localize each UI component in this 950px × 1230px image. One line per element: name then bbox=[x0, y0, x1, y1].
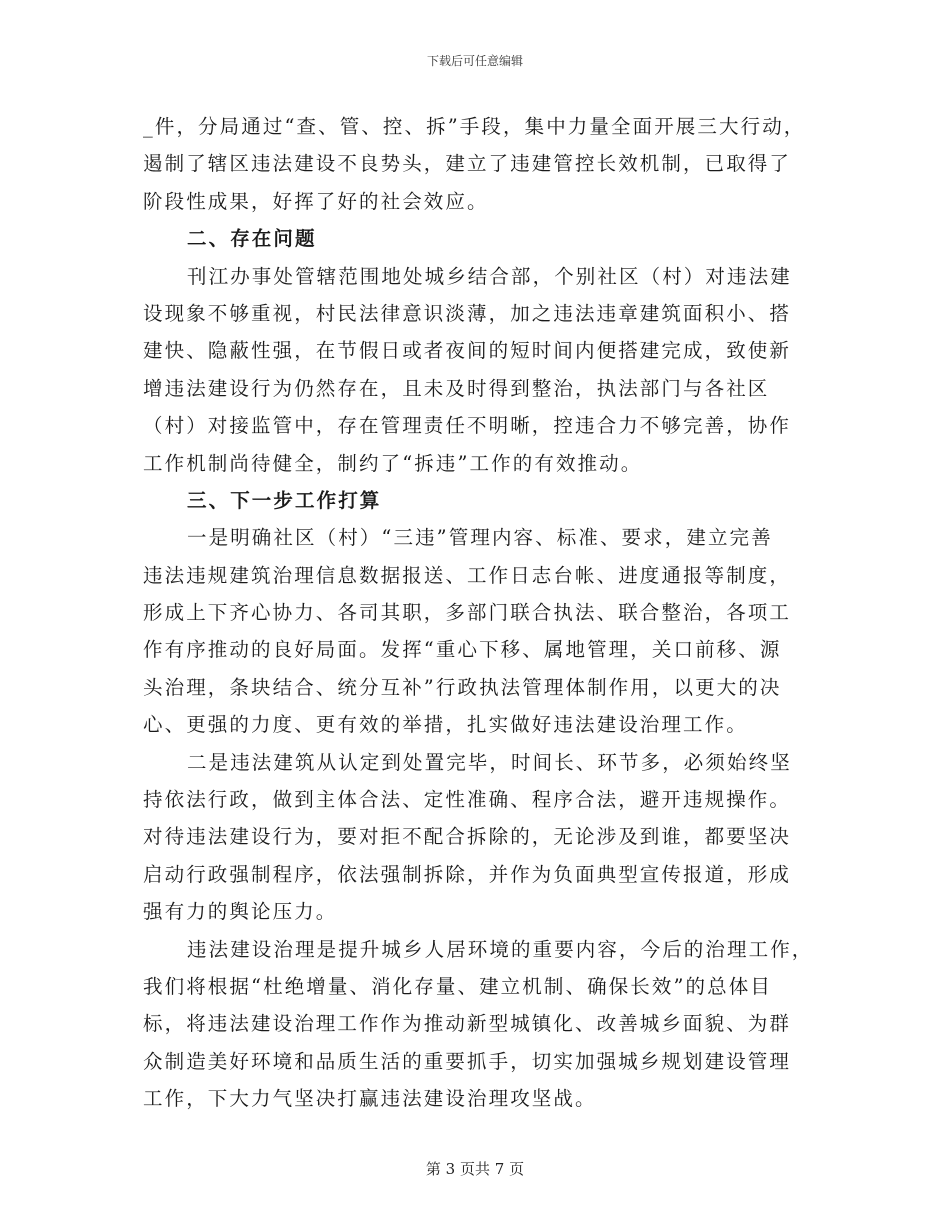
body-line: 增违法建设行为仍然存在，且未及时得到整治，执法部门与各社区 bbox=[143, 376, 770, 400]
body-line: 对待违法建设行为，要对拒不配合拆除的，无论涉及到谁，都要坚决 bbox=[143, 825, 792, 849]
body-line: 形成上下齐心协力、各司其职，多部门联合执法、联合整治，各项工 bbox=[143, 601, 792, 625]
body-line: 违法建设治理是提升城乡人居环境的重要内容，今后的治理工作， bbox=[187, 937, 814, 961]
section-heading-problems: 二、存在问题 bbox=[187, 227, 317, 251]
body-line: 持依法行政，做到主体合法、定性准确、程序合法，避开违规操作。 bbox=[143, 788, 792, 812]
body-line: 遏制了辖区违法建设不良势头，建立了违建管控长效机制，已取得了 bbox=[143, 152, 792, 176]
body-line: 违法违规建筑治理信息数据报送、工作日志台帐、进度通报等制度， bbox=[143, 563, 792, 587]
body-line: 建快、隐蔽性强，在节假日或者夜间的短时间内便搭建完成，致使新 bbox=[143, 339, 792, 363]
body-line: 强有力的舆论压力。 bbox=[143, 900, 338, 924]
body-line: 心、更强的力度、更有效的举措，扎实做好违法建设治理工作。 bbox=[143, 713, 748, 737]
body-line: 启动行政强制程序，依法强制拆除，并作为负面典型宣传报道，形成 bbox=[143, 862, 792, 886]
section-heading-next-steps: 三、下一步工作打算 bbox=[187, 488, 382, 512]
body-line: 一是明确社区（村）“三违”管理内容、标准、要求，建立完善 bbox=[187, 526, 773, 550]
page-number: 第 3 页共 7 页 bbox=[425, 1160, 525, 1178]
body-line: 阶段性成果，好挥了好的社会效应。 bbox=[143, 189, 489, 213]
body-line: （村）对接监管中，存在管理责任不明晰，控违合力不够完善，协作 bbox=[143, 414, 792, 438]
body-line: 二是违法建筑从认定到处置完毕，时间长、环节多，必须始终坚 bbox=[187, 750, 792, 774]
body-line: 设现象不够重视，村民法律意识淡薄，加之违法违章建筑面积小、搭 bbox=[143, 301, 792, 325]
body-line: 工作机制尚待健全，制约了“拆违”工作的有效推动。 bbox=[143, 451, 643, 475]
page-header-note: 下载后可任意编辑 bbox=[426, 54, 523, 68]
document-body bbox=[143, 108, 825, 1118]
body-line: _件，分局通过“查、管、控、拆”手段，集中力量全面开展三大行动， bbox=[143, 115, 806, 138]
body-line: 头治理，条块结合、统分互补”行政执法管理体制作用，以更大的决 bbox=[143, 675, 782, 699]
body-line: 标，将违法建设治理工作作为推动新型城镇化、改善城乡面貌、为群 bbox=[143, 1012, 792, 1036]
body-line: 作有序推动的良好局面。发挥“重心下移、属地管理，关口前移、源 bbox=[143, 638, 782, 662]
body-line: 工作，下大力气坚决打赢违法建设治理攻坚战。 bbox=[143, 1087, 597, 1111]
body-line: 我们将根据“杜绝增量、消化存量、建立机制、确保长效”的总体目 bbox=[143, 974, 772, 998]
body-line: 刊江办事处管辖范围地处城乡结合部，个别社区（村）对违法建 bbox=[187, 264, 792, 288]
body-line: 众制造美好环境和品质生活的重要抓手，切实加强城乡规划建设管理 bbox=[143, 1049, 792, 1073]
